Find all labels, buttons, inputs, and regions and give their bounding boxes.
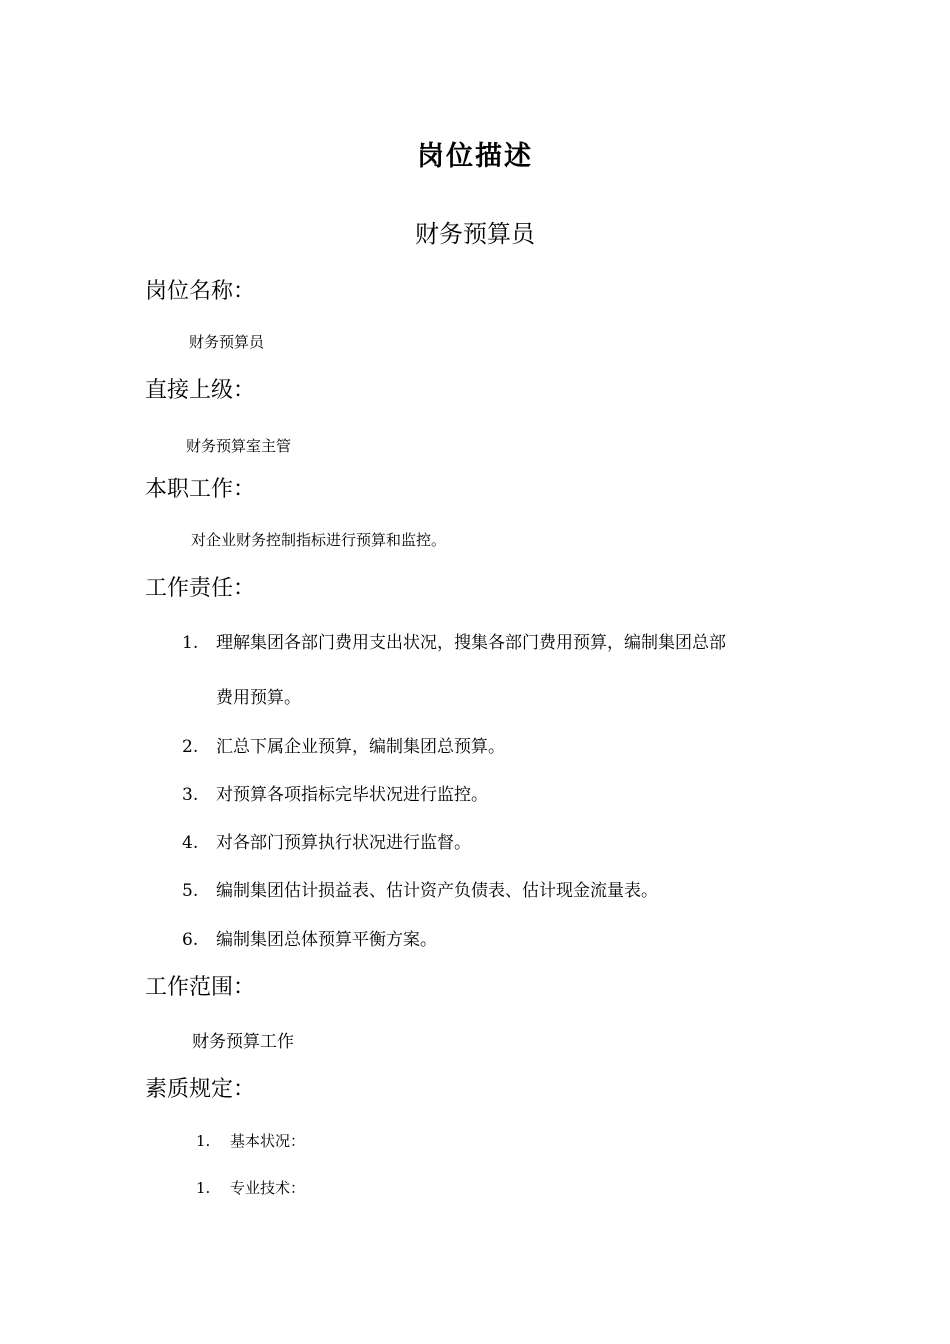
- list-item-text: 汇总下属企业预算，编制集团总预算。: [216, 737, 505, 757]
- list-item: [182, 828, 471, 853]
- heading-requirements: 素质规定：: [145, 1077, 256, 1102]
- document-subtitle: 财务预算员: [415, 220, 535, 248]
- heading-main-job: 本职工作：: [145, 477, 256, 502]
- list-item-text: 专业技术：: [230, 1179, 306, 1197]
- list-item: [196, 1177, 305, 1198]
- list-item-number: 4.: [182, 833, 199, 853]
- list-item-number: 1.: [196, 1179, 211, 1197]
- list-item-number: 6.: [182, 930, 199, 950]
- heading-position-name: 岗位名称：: [145, 279, 256, 304]
- position-name-text: 财务预算员: [189, 333, 265, 351]
- list-item-number: 5.: [182, 881, 199, 901]
- list-item: [182, 732, 505, 757]
- list-item-text: 编制集团估计损益表、估计资产负债表、估计现金流量表。: [216, 881, 658, 901]
- main-job-text: 对企业财务控制指标进行预算和监控。: [191, 531, 447, 549]
- list-item-number: 2.: [182, 737, 199, 757]
- list-item: [182, 876, 658, 901]
- list-item-number: 1.: [196, 1132, 211, 1150]
- list-item-text: 对各部门预算执行状况进行监督。: [216, 833, 471, 853]
- list-item-continuation: 费用预算。: [216, 688, 301, 708]
- list-item: [196, 1130, 305, 1151]
- document-title: 岗位描述: [417, 141, 533, 172]
- heading-scope: 工作范围：: [145, 975, 256, 1000]
- list-item-text: 理解集团各部门费用支出状况，搜集各部门费用预算，编制集团总部: [216, 633, 726, 653]
- list-item-text: 编制集团总体预算平衡方案。: [216, 930, 437, 950]
- list-item-number: 1.: [182, 633, 199, 653]
- list-item: [182, 780, 488, 805]
- supervisor-text: 财务预算室主管: [186, 437, 292, 455]
- list-item-text: 基本状况：: [230, 1132, 306, 1150]
- heading-supervisor: 直接上级：: [145, 378, 256, 403]
- heading-responsibilities: 工作责任：: [145, 576, 256, 601]
- list-item-text: 对预算各项指标完毕状况进行监控。: [216, 785, 488, 805]
- list-item-number: 3.: [182, 785, 199, 805]
- scope-text: 财务预算工作: [192, 1032, 294, 1052]
- list-item: [182, 628, 726, 653]
- list-item: [182, 925, 437, 950]
